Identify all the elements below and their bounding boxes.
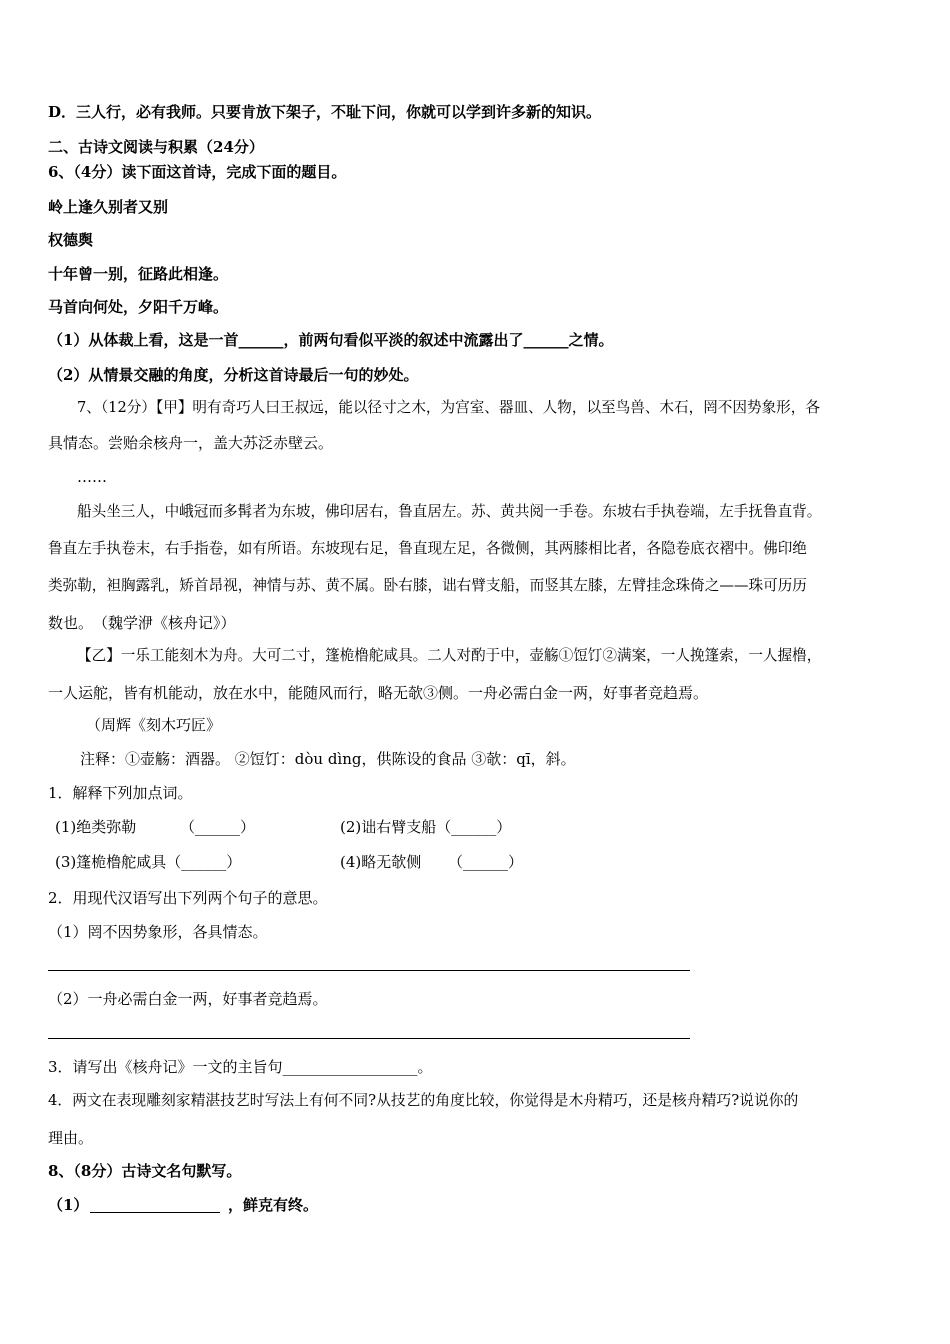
sub-question-3: 3．请写出《核舟记》一文的主旨句__________________。	[48, 1058, 433, 1076]
passage-a-line-3: 类弥勒，袒胸露乳，矫首昂视，神情与苏、黄不属。卧右膝，诎右臂支船，而竖其左膝，左臂挂念珠倚之——珠可历历	[48, 577, 807, 594]
source-note: （周辉《刻木巧匠》	[86, 716, 222, 734]
poem-line-1: 十年曾一别，征路此相逢。	[48, 265, 229, 283]
sub-question-4-line-1: 4．两文在表现雕刻家精湛技艺时写法上有何不同?从技艺的角度比较，你觉得是木舟精巧，还是核舟精巧?说说你的	[48, 1092, 799, 1109]
option-d: D．三人行，必有我师。只要肯放下架子，不耻下问，你就可以学到许多新的知识。	[48, 103, 602, 121]
question-6: 6、（4分）读下面这首诗，完成下面的题目。	[48, 163, 347, 181]
question-7-line-1: 7、（12分）【甲】明有奇巧人曰王叔远，能以径寸之木，为宫室、器皿、人物，以至鸟兽、木石，罔不因势象形，各	[77, 399, 820, 416]
poem-title: 岭上逢久别者又别	[48, 198, 169, 216]
passage-a-line-4: 数也。 （魏学洢《核舟记》）	[48, 614, 236, 632]
section-heading: 二、古诗文阅读与积累（24分）	[48, 138, 264, 156]
sub-question-1-a: (1)绝类弥勒	[55, 818, 137, 836]
passage-a-line-1: 船头坐三人，中峨冠而多髯者为东坡，佛印居右，鲁直居左。苏、黄共阅一手卷。东坡右手执卷端，左手抚鲁直背。	[77, 503, 822, 520]
question-8-1-blank[interactable]	[90, 1212, 220, 1213]
question-8-1-tail: ，鲜克有终。	[228, 1196, 319, 1214]
question-7-line-2: 具情态。尝贻余核舟一，盖大苏泛赤壁云。	[48, 434, 334, 452]
question-6-1: （1）从体裁上看，这是一首______，前两句看似平淡的叙述中流露出了______之情。	[48, 331, 614, 349]
answer-line-2[interactable]	[48, 1038, 690, 1039]
sub-question-1: 1．解释下列加点词。	[48, 784, 193, 802]
annotations: 注释：①壶觞：酒器。 ②饾饤：dòu dìng，供陈设的食品 ③欹：qī，斜。	[80, 750, 576, 768]
sub-question-1-d: (4)略无欹侧	[340, 853, 422, 871]
sub-question-1-a-blank[interactable]: （______）	[180, 818, 256, 836]
ellipsis: ……	[77, 468, 107, 486]
sub-question-2-1: （1）罔不因势象形，各具情态。	[48, 923, 268, 941]
question-8-1-number: （1）	[48, 1196, 89, 1214]
sub-question-2: 2．用现代汉语写出下列两个句子的意思。	[48, 889, 328, 907]
passage-b-line-2: 一人运舵，皆有机能动，放在水中，能随风而行，略无欹③侧。一舟必需白金一两，好事者竞趋焉。	[48, 684, 709, 702]
sub-question-4-line-2: 理由。	[48, 1129, 94, 1147]
sub-question-1-b: (2)诎右臂支船（______）	[340, 818, 512, 836]
passage-b-line-1: 【乙】一乐工能刻木为舟。大可二寸，篷桅橹舵咸具。二人对酌于中，壶觞①饾饤②满案，一人挽篷索，一人握橹，	[77, 647, 822, 664]
poem-line-2: 马首向何处，夕阳千万峰。	[48, 298, 229, 316]
poem-author: 权德舆	[48, 231, 94, 249]
answer-line-1[interactable]	[48, 970, 690, 971]
sub-question-1-d-blank[interactable]: （______）	[448, 853, 524, 871]
passage-a-line-2: 鲁直左手执卷末，右手指卷，如有所语。东坡现右足，鲁直现左足，各微侧，其两膝相比者，各隐卷底衣褶中。佛印绝	[48, 540, 807, 557]
question-6-2: （2）从情景交融的角度，分析这首诗最后一句的妙处。	[48, 366, 419, 384]
sub-question-2-2: （2）一舟必需白金一两，好事者竞趋焉。	[48, 990, 328, 1008]
sub-question-1-c: (3)篷桅橹舵咸具（______）	[55, 853, 242, 871]
question-8: 8、（8分）古诗文名句默写。	[48, 1162, 242, 1180]
